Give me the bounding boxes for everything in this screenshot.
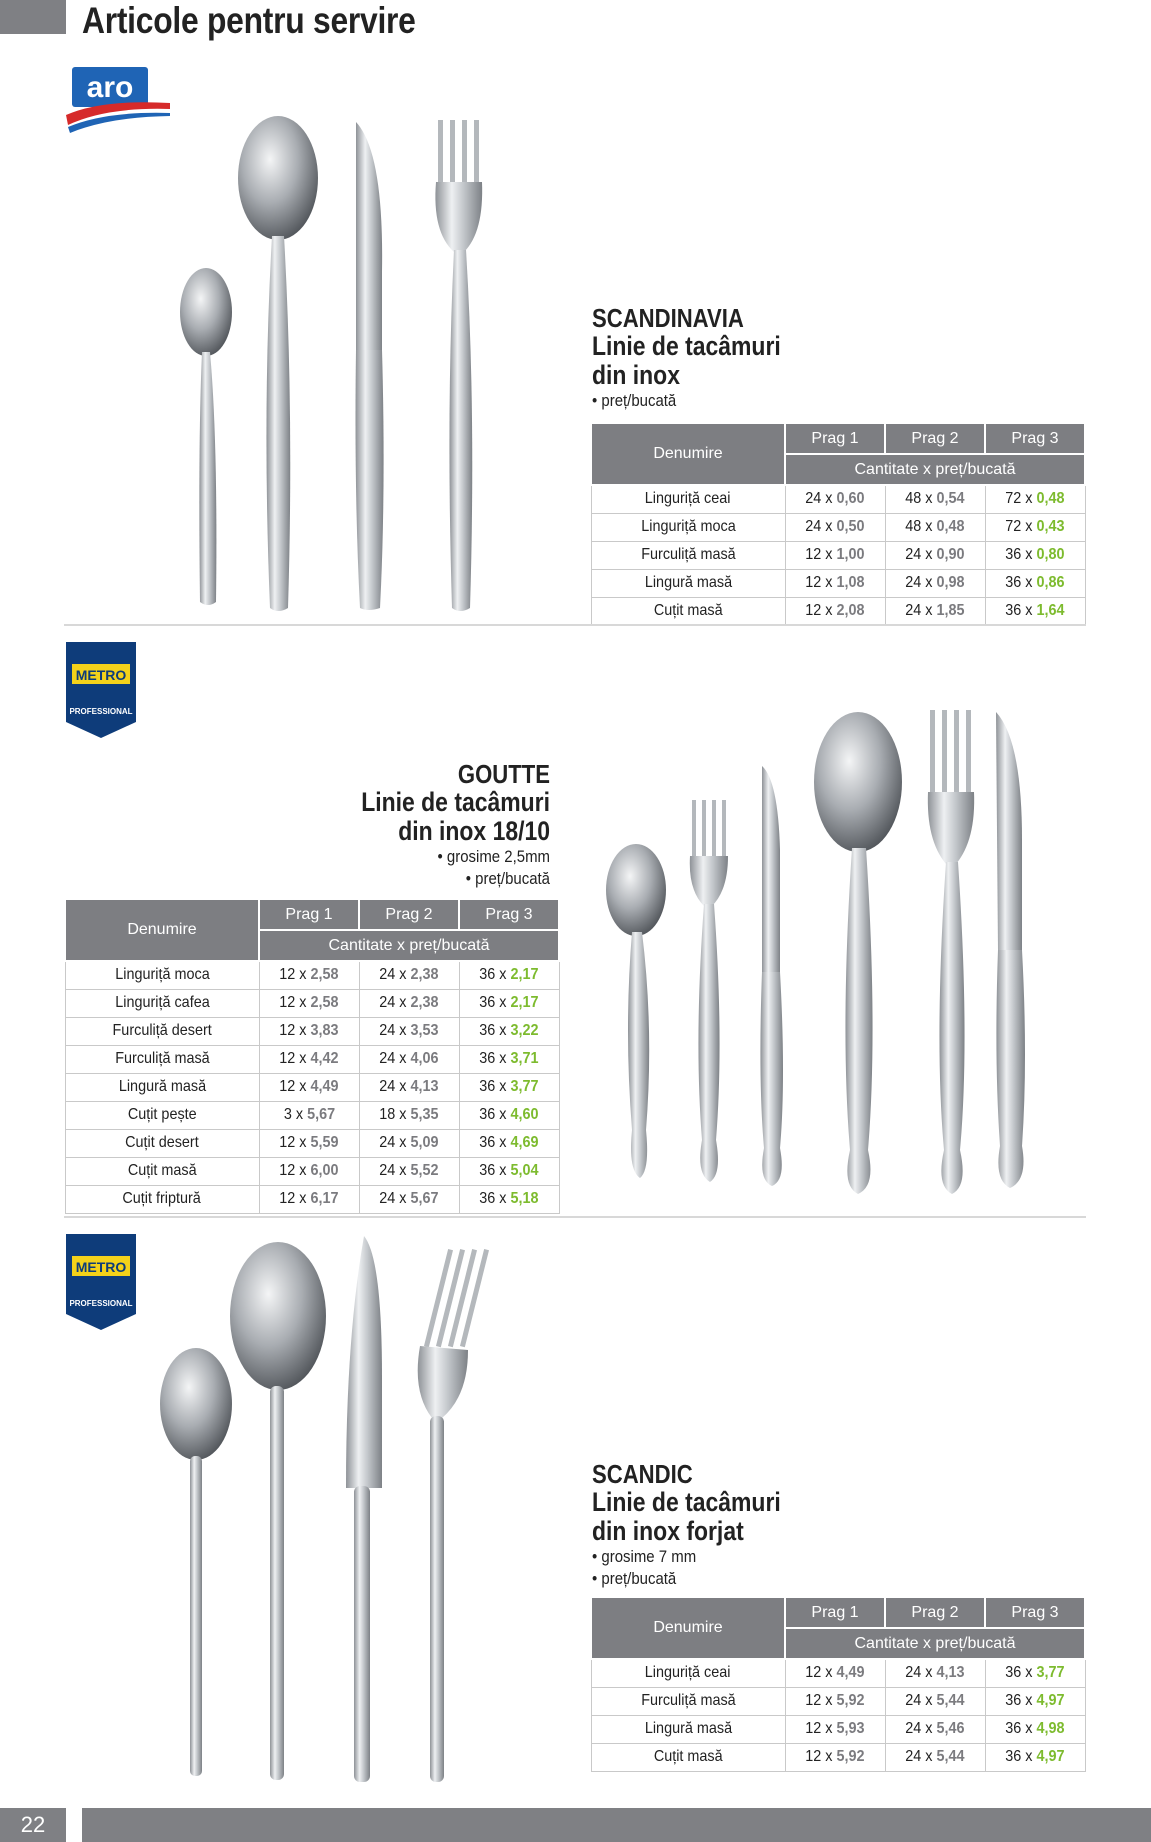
unit-price: 4,98 <box>1036 1720 1065 1737</box>
tier-price-cell <box>785 1743 885 1771</box>
tier-header: Prag 1 <box>785 1597 885 1628</box>
quantity: 48 x <box>905 518 933 535</box>
unit-price: 5,44 <box>936 1692 965 1709</box>
table-row <box>65 961 559 989</box>
quantity: 24 x <box>805 518 833 535</box>
quantity: 12 x <box>805 574 833 591</box>
product-name-text: Cuțit desert <box>125 1134 199 1151</box>
unit-price: 2,38 <box>410 994 439 1011</box>
tier-price-cell <box>459 1101 559 1129</box>
table-row <box>591 1659 1085 1687</box>
product-name <box>65 1045 259 1073</box>
unit-price: 6,00 <box>310 1162 339 1179</box>
product-name-text: Lingură masă <box>644 574 732 591</box>
unit-price: 0,50 <box>836 518 865 535</box>
tier-price-cell <box>885 513 985 541</box>
product-name-text: Furculiță masă <box>640 546 736 563</box>
quantity: 72 x <box>1005 490 1033 508</box>
tablespoon-icon <box>230 1242 326 1390</box>
unit-price: 2,58 <box>310 966 339 984</box>
product-name <box>591 1687 785 1715</box>
tier-price-cell <box>259 1045 359 1073</box>
tier-price-cell <box>259 1129 359 1157</box>
unit-price: 5,52 <box>410 1162 439 1179</box>
quantity: 36 x <box>1005 602 1033 619</box>
section-divider <box>64 624 1086 626</box>
tier-price-cell <box>259 961 359 989</box>
quantity: 24 x <box>905 546 933 563</box>
tier-price-cell <box>985 569 1085 597</box>
scandic-cutlery-image <box>150 1228 510 1788</box>
unit-price: 3,83 <box>310 1022 339 1039</box>
tier-price-cell <box>359 1101 459 1129</box>
product-name-text: Linguriță cafea <box>114 994 210 1011</box>
unit-price: 4,60 <box>510 1106 539 1123</box>
table-row <box>65 1017 559 1045</box>
table-row <box>65 1101 559 1129</box>
quantity: 24 x <box>805 490 833 508</box>
quantity: 12 x <box>805 1692 833 1709</box>
unit-price: 4,06 <box>410 1050 439 1067</box>
subheader: Cantitate x preț/bucată <box>259 930 559 961</box>
quantity: 36 x <box>479 1190 507 1207</box>
quantity: 12 x <box>805 1720 833 1737</box>
quantity: 36 x <box>479 994 507 1011</box>
tier-price-cell <box>359 1185 459 1213</box>
table-spoon-icon <box>814 712 902 852</box>
unit-price: 1,00 <box>836 546 865 563</box>
unit-price: 5,67 <box>306 1106 335 1123</box>
tier-price-cell <box>785 1687 885 1715</box>
unit-price: 4,97 <box>1036 1692 1065 1709</box>
quantity: 24 x <box>379 1022 407 1039</box>
quantity: 36 x <box>1005 1720 1033 1737</box>
quantity: 72 x <box>1005 518 1033 535</box>
tier-price-cell <box>885 1659 985 1687</box>
unit-price: 5,04 <box>510 1162 539 1179</box>
unit-price: 0,86 <box>1036 574 1065 591</box>
aro-logo <box>62 63 174 135</box>
tier-price-cell <box>785 1715 885 1743</box>
tier-price-cell <box>459 1045 559 1073</box>
unit-price: 0,98 <box>936 574 965 591</box>
tier-price-cell <box>985 485 1085 513</box>
quantity: 12 x <box>279 1078 307 1095</box>
unit-price: 3,77 <box>1036 1664 1065 1682</box>
small-spoon-icon <box>606 844 666 936</box>
unit-price: 3,22 <box>510 1022 539 1039</box>
product-name <box>591 513 785 541</box>
aro-logo-text: aro <box>86 71 134 104</box>
dessert-fork-icon <box>690 800 728 1182</box>
tier-price-cell <box>459 1157 559 1185</box>
unit-price: 2,17 <box>510 966 539 984</box>
knife-icon <box>356 122 382 350</box>
product-name <box>65 961 259 989</box>
tier-price-cell <box>885 1715 985 1743</box>
teaspoon-icon <box>180 268 232 356</box>
product-name <box>591 485 785 513</box>
unit-price: 1,64 <box>1036 602 1065 619</box>
knife-icon <box>346 1236 382 1488</box>
product-name <box>591 569 785 597</box>
unit-price: 0,48 <box>1036 490 1065 508</box>
tier-price-cell <box>985 597 1085 625</box>
unit-price: 4,69 <box>510 1134 539 1151</box>
tier-price-cell <box>885 541 985 569</box>
table-row <box>591 1715 1085 1743</box>
scandinavia-line2: din inox <box>592 360 680 390</box>
quantity: 36 x <box>1005 1664 1033 1682</box>
tier-price-cell <box>359 1157 459 1185</box>
unit-price: 0,43 <box>1036 518 1065 535</box>
unit-price: 4,13 <box>410 1078 439 1095</box>
goutte-brand: GOUTTE <box>457 759 550 789</box>
scandinavia-price-table <box>590 422 1086 626</box>
goutte-heading <box>300 760 550 890</box>
quantity: 24 x <box>905 574 933 591</box>
product-name-text: Furculiță masă <box>114 1050 210 1067</box>
scandic-note-2: • preț/bucată <box>592 1569 677 1588</box>
quantity: 12 x <box>279 994 307 1011</box>
unit-price: 3,77 <box>510 1078 539 1095</box>
tier-price-cell <box>459 961 559 989</box>
tier-header: Prag 3 <box>985 1597 1085 1628</box>
fork-icon <box>435 120 482 611</box>
product-name <box>65 1017 259 1045</box>
table-row <box>591 597 1085 625</box>
product-name <box>65 1185 259 1213</box>
tier-header: Prag 1 <box>259 899 359 930</box>
tier-price-cell <box>985 1687 1085 1715</box>
product-name-text: Lingură masă <box>644 1720 732 1737</box>
tier-header: Prag 1 <box>785 423 885 454</box>
tier-price-cell <box>459 989 559 1017</box>
unit-price: 5,92 <box>836 1692 865 1709</box>
unit-price: 4,49 <box>836 1664 865 1682</box>
product-name <box>591 1715 785 1743</box>
tier-price-cell <box>985 1715 1085 1743</box>
table-row <box>65 1157 559 1185</box>
quantity: 12 x <box>805 602 833 619</box>
product-name <box>591 541 785 569</box>
goutte-note-1: • grosime 2,5mm <box>437 847 550 866</box>
unit-price: 5,44 <box>936 1748 965 1765</box>
metro-logo-text: METRO <box>75 1259 127 1275</box>
col-name-header: Denumire <box>591 423 785 485</box>
tier-price-cell <box>259 1157 359 1185</box>
quantity: 24 x <box>379 1050 407 1067</box>
product-name <box>65 1157 259 1185</box>
product-name <box>591 1743 785 1771</box>
tier-price-cell <box>259 989 359 1017</box>
subheader: Cantitate x preț/bucată <box>785 454 1085 485</box>
table-body <box>591 485 1085 625</box>
quantity: 24 x <box>379 966 407 984</box>
quantity: 36 x <box>1005 1748 1033 1765</box>
unit-price: 0,54 <box>936 490 965 508</box>
table-row <box>65 989 559 1017</box>
quantity: 24 x <box>379 1162 407 1179</box>
product-name-text: Linguriță moca <box>640 518 736 535</box>
unit-price: 5,67 <box>410 1190 439 1207</box>
unit-price: 5,18 <box>510 1190 539 1207</box>
table-row <box>591 513 1085 541</box>
unit-price: 0,80 <box>1036 546 1065 563</box>
quantity: 24 x <box>905 1720 933 1737</box>
tablespoon-icon <box>238 116 318 240</box>
scandic-heading <box>592 1460 814 1590</box>
scandinavia-note: • preț/bucată <box>592 391 677 410</box>
tier-price-cell <box>259 1073 359 1101</box>
scandic-brand: SCANDIC <box>592 1459 693 1489</box>
teaspoon-icon <box>160 1348 232 1460</box>
tier-header: Prag 2 <box>885 423 985 454</box>
quantity: 24 x <box>379 994 407 1011</box>
product-name <box>65 989 259 1017</box>
tier-price-cell <box>985 1743 1085 1771</box>
unit-price: 5,59 <box>310 1134 339 1151</box>
quantity: 24 x <box>379 1078 407 1095</box>
quantity: 24 x <box>905 1748 933 1765</box>
product-name <box>65 1101 259 1129</box>
product-name <box>591 597 785 625</box>
tier-price-cell <box>359 1073 459 1101</box>
quantity: 36 x <box>479 1162 507 1179</box>
metro-logo-text: METRO <box>75 667 127 683</box>
tier-price-cell <box>785 541 885 569</box>
quantity: 36 x <box>479 966 507 984</box>
tier-header: Prag 3 <box>459 899 559 930</box>
unit-price: 4,49 <box>310 1078 339 1095</box>
tier-price-cell <box>359 1045 459 1073</box>
tier-price-cell <box>885 569 985 597</box>
goutte-cutlery-image <box>596 700 1056 1200</box>
tier-price-cell <box>885 1743 985 1771</box>
product-name-text: Cuțit masă <box>653 602 723 619</box>
quantity: 36 x <box>1005 574 1033 591</box>
tier-price-cell <box>359 1017 459 1045</box>
quantity: 24 x <box>379 1190 407 1207</box>
product-name <box>591 1659 785 1687</box>
tier-price-cell <box>359 989 459 1017</box>
tier-price-cell <box>985 1659 1085 1687</box>
tier-price-cell <box>259 1185 359 1213</box>
page-title: Articole pentru servire <box>82 0 416 41</box>
metro-professional-logo <box>64 640 138 740</box>
scandinavia-heading <box>592 304 814 412</box>
col-name-header: Denumire <box>65 899 259 961</box>
quantity: 36 x <box>479 1134 507 1151</box>
table-row <box>591 1743 1085 1771</box>
goutte-line2: din inox 18/10 <box>398 816 550 846</box>
table-knife-icon <box>996 712 1022 950</box>
goutte-note-2: • preț/bucată <box>465 869 550 888</box>
quantity: 12 x <box>805 1748 833 1765</box>
product-name-text: Cuțit masă <box>653 1748 723 1765</box>
product-name-text: Cuțit masă <box>127 1162 197 1179</box>
quantity: 24 x <box>379 1134 407 1151</box>
unit-price: 2,17 <box>510 994 539 1011</box>
product-name-text: Linguriță ceai <box>645 490 731 508</box>
unit-price: 3,53 <box>410 1022 439 1039</box>
unit-price: 1,85 <box>936 602 965 619</box>
table-row <box>591 541 1085 569</box>
quantity: 24 x <box>905 1664 933 1682</box>
tier-price-cell <box>359 1129 459 1157</box>
tier-price-cell <box>985 513 1085 541</box>
tier-header: Prag 2 <box>885 1597 985 1628</box>
quantity: 12 x <box>279 1022 307 1039</box>
product-name-text: Cuțit friptură <box>122 1190 202 1207</box>
product-name-text: Lingură masă <box>118 1078 206 1095</box>
tier-price-cell <box>885 597 985 625</box>
quantity: 3 x <box>283 1106 303 1123</box>
table-row <box>65 1185 559 1213</box>
scandinavia-cutlery-image <box>170 112 500 612</box>
unit-price: 0,48 <box>936 518 965 535</box>
quantity: 12 x <box>279 1050 307 1067</box>
goutte-line1: Linie de tacâmuri <box>361 787 550 817</box>
product-name-text: Linguriță ceai <box>645 1664 731 1682</box>
scandic-note-1: • grosime 7 mm <box>592 1547 697 1566</box>
quantity: 36 x <box>479 1106 507 1123</box>
col-name-header: Denumire <box>591 1597 785 1659</box>
quantity: 48 x <box>905 490 933 508</box>
unit-price: 0,90 <box>936 546 965 563</box>
unit-price: 4,97 <box>1036 1748 1065 1765</box>
tier-price-cell <box>785 569 885 597</box>
subheader: Cantitate x preț/bucată <box>785 1628 1085 1659</box>
table-row <box>65 1045 559 1073</box>
tier-header: Prag 3 <box>985 423 1085 454</box>
scandic-line2: din inox forjat <box>592 1516 744 1546</box>
unit-price: 0,60 <box>836 490 865 508</box>
unit-price: 2,08 <box>836 602 865 619</box>
scandinavia-line1: Linie de tacâmuri <box>592 331 781 361</box>
unit-price: 5,35 <box>410 1106 439 1123</box>
quantity: 12 x <box>805 546 833 563</box>
metro-professional-logo <box>64 1232 138 1332</box>
product-name-text: Cuțit pește <box>127 1106 197 1123</box>
tier-price-cell <box>785 597 885 625</box>
section-divider <box>64 1216 1086 1218</box>
quantity: 36 x <box>1005 1692 1033 1709</box>
page-number: 22 <box>0 1808 66 1842</box>
unit-price: 2,58 <box>310 994 339 1011</box>
table-body <box>65 961 559 1213</box>
dessert-knife-icon <box>762 766 780 972</box>
product-name <box>65 1129 259 1157</box>
tier-price-cell <box>885 1687 985 1715</box>
table-body <box>591 1659 1085 1771</box>
scandinavia-brand: SCANDINAVIA <box>592 303 744 333</box>
quantity: 24 x <box>905 602 933 619</box>
header-tab <box>0 0 66 34</box>
quantity: 36 x <box>1005 546 1033 563</box>
table-row <box>591 569 1085 597</box>
tier-price-cell <box>785 485 885 513</box>
tier-price-cell <box>359 961 459 989</box>
scandic-line1: Linie de tacâmuri <box>592 1487 781 1517</box>
tier-price-cell <box>459 1073 559 1101</box>
table-row <box>65 1129 559 1157</box>
table-row <box>591 485 1085 513</box>
metro-logo-subtext: PROFESSIONAL <box>69 707 133 716</box>
unit-price: 4,13 <box>936 1664 965 1682</box>
tier-price-cell <box>985 541 1085 569</box>
unit-price: 2,38 <box>410 966 439 984</box>
quantity: 36 x <box>479 1022 507 1039</box>
unit-price: 5,93 <box>836 1720 865 1737</box>
unit-price: 6,17 <box>310 1190 339 1207</box>
product-name <box>65 1073 259 1101</box>
quantity: 36 x <box>479 1078 507 1095</box>
unit-price: 3,71 <box>510 1050 539 1067</box>
tier-price-cell <box>785 1659 885 1687</box>
quantity: 12 x <box>279 966 307 984</box>
tier-price-cell <box>785 513 885 541</box>
product-name-text: Linguriță moca <box>114 966 210 984</box>
quantity: 12 x <box>279 1134 307 1151</box>
table-fork-icon <box>928 710 974 1194</box>
metro-logo-subtext: PROFESSIONAL <box>69 1299 133 1308</box>
product-name-text: Furculiță desert <box>112 1022 212 1039</box>
unit-price: 5,09 <box>410 1134 439 1151</box>
goutte-price-table <box>64 898 560 1214</box>
quantity: 18 x <box>379 1106 407 1123</box>
tier-price-cell <box>459 1017 559 1045</box>
quantity: 24 x <box>905 1692 933 1709</box>
fork-icon <box>418 1249 489 1782</box>
tier-price-cell <box>459 1129 559 1157</box>
quantity: 12 x <box>279 1190 307 1207</box>
unit-price: 1,08 <box>836 574 865 591</box>
tier-price-cell <box>259 1101 359 1129</box>
footer-bar <box>82 1808 1151 1842</box>
unit-price: 4,42 <box>310 1050 339 1067</box>
quantity: 12 x <box>805 1664 833 1682</box>
unit-price: 5,92 <box>836 1748 865 1765</box>
product-name-text: Furculiță masă <box>640 1692 736 1709</box>
quantity: 36 x <box>479 1050 507 1067</box>
unit-price: 5,46 <box>936 1720 965 1737</box>
quantity: 12 x <box>279 1162 307 1179</box>
tier-price-cell <box>259 1017 359 1045</box>
table-row <box>591 1687 1085 1715</box>
table-row <box>65 1073 559 1101</box>
tier-price-cell <box>459 1185 559 1213</box>
scandic-price-table <box>590 1596 1086 1772</box>
tier-price-cell <box>885 485 985 513</box>
tier-header: Prag 2 <box>359 899 459 930</box>
